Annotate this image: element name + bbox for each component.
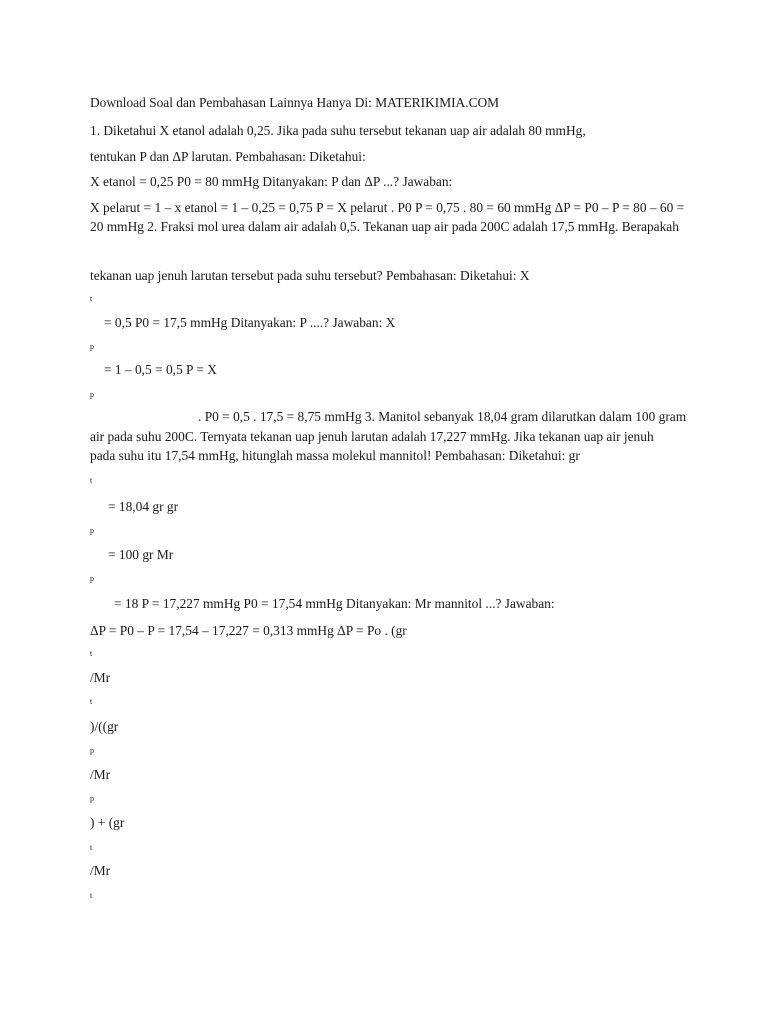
subscript-line: p [90,526,94,535]
text-line: = 18,04 gr gr [108,499,179,514]
text-line: = 18 P = 17,227 mmHg P0 = 17,54 mmHg Ditanyakan: Mr mannitol ...? Jawaban: [114,596,555,611]
subscript-line: t [90,649,93,658]
text-paragraph: X pelarut = 1 – x etanol = 1 – 0,25 = 0,75 P = X pelarut . P0 P = 0,75 . 80 = 60 mmHg ΔP = P0 – P = 80 – 60 = 20 mmHg 2. Fraksi mol urea dalam air adalah 0,5. Tekanan uap air pada 200C adalah 17,5 mmHg. Berapakah [90,200,685,234]
subscript-line: t [90,891,93,900]
text-line: air pada suhu 200C. Ternyata tekanan uap jenuh larutan adalah 17,227 mmHg. Jika tekanan uap air jenuh [90,429,654,444]
text-line: ) + (gr [90,815,125,830]
subscript-line: t [90,843,93,852]
subscript-line: p [90,746,94,755]
question-1-line: 1. Diketahui X etanol adalah 0,25. Jika pada suhu tersebut tekanan uap air adalah 80 mmHg, [90,123,586,138]
subscript-line: p [90,794,94,803]
text-line: = 1 – 0,5 = 0,5 P = X [104,362,217,377]
text-line: )/((gr [90,719,119,734]
text-line: /Mr [90,863,111,878]
text-line: tekanan uap jenuh larutan tersebut pada suhu tersebut? Pembahasan: Diketahui: X [90,268,530,283]
text-line: /Mr [90,767,111,782]
text-line: . P0 = 0,5 . 17,5 = 8,75 mmHg 3. Manitol sebanyak 18,04 gram dilarutkan dalam 100 gram [198,409,687,424]
text-line: = 100 gr Mr [108,547,174,562]
text-line: /Mr [90,670,111,685]
subscript-line: p [90,574,94,583]
subscript-line: t [90,294,93,303]
text-line: tentukan P dan ΔP larutan. Pembahasan: Diketahui: [90,149,366,164]
text-line: X etanol = 0,25 P0 = 80 mmHg Ditanyakan: P dan ΔP ...? Jawaban: [90,174,453,189]
source-line: Download Soal dan Pembahasan Lainnya Hanya Di: MATERIKIMIA.COM [90,95,500,110]
text-line: pada suhu itu 17,54 mmHg, hitunglah massa molekul mannitol! Pembahasan: Diketahui: gr [90,448,580,463]
subscript-line: t [90,476,93,485]
subscript-line: p [90,390,94,399]
text-line: = 0,5 P0 = 17,5 mmHg Ditanyakan: P ....? Jawaban: X [104,315,396,330]
subscript-line: p [90,342,94,351]
subscript-line: t [90,697,93,706]
text-line: ΔP = P0 – P = 17,54 – 17,227 = 0,313 mmHg ΔP = Po . (gr [90,623,407,638]
